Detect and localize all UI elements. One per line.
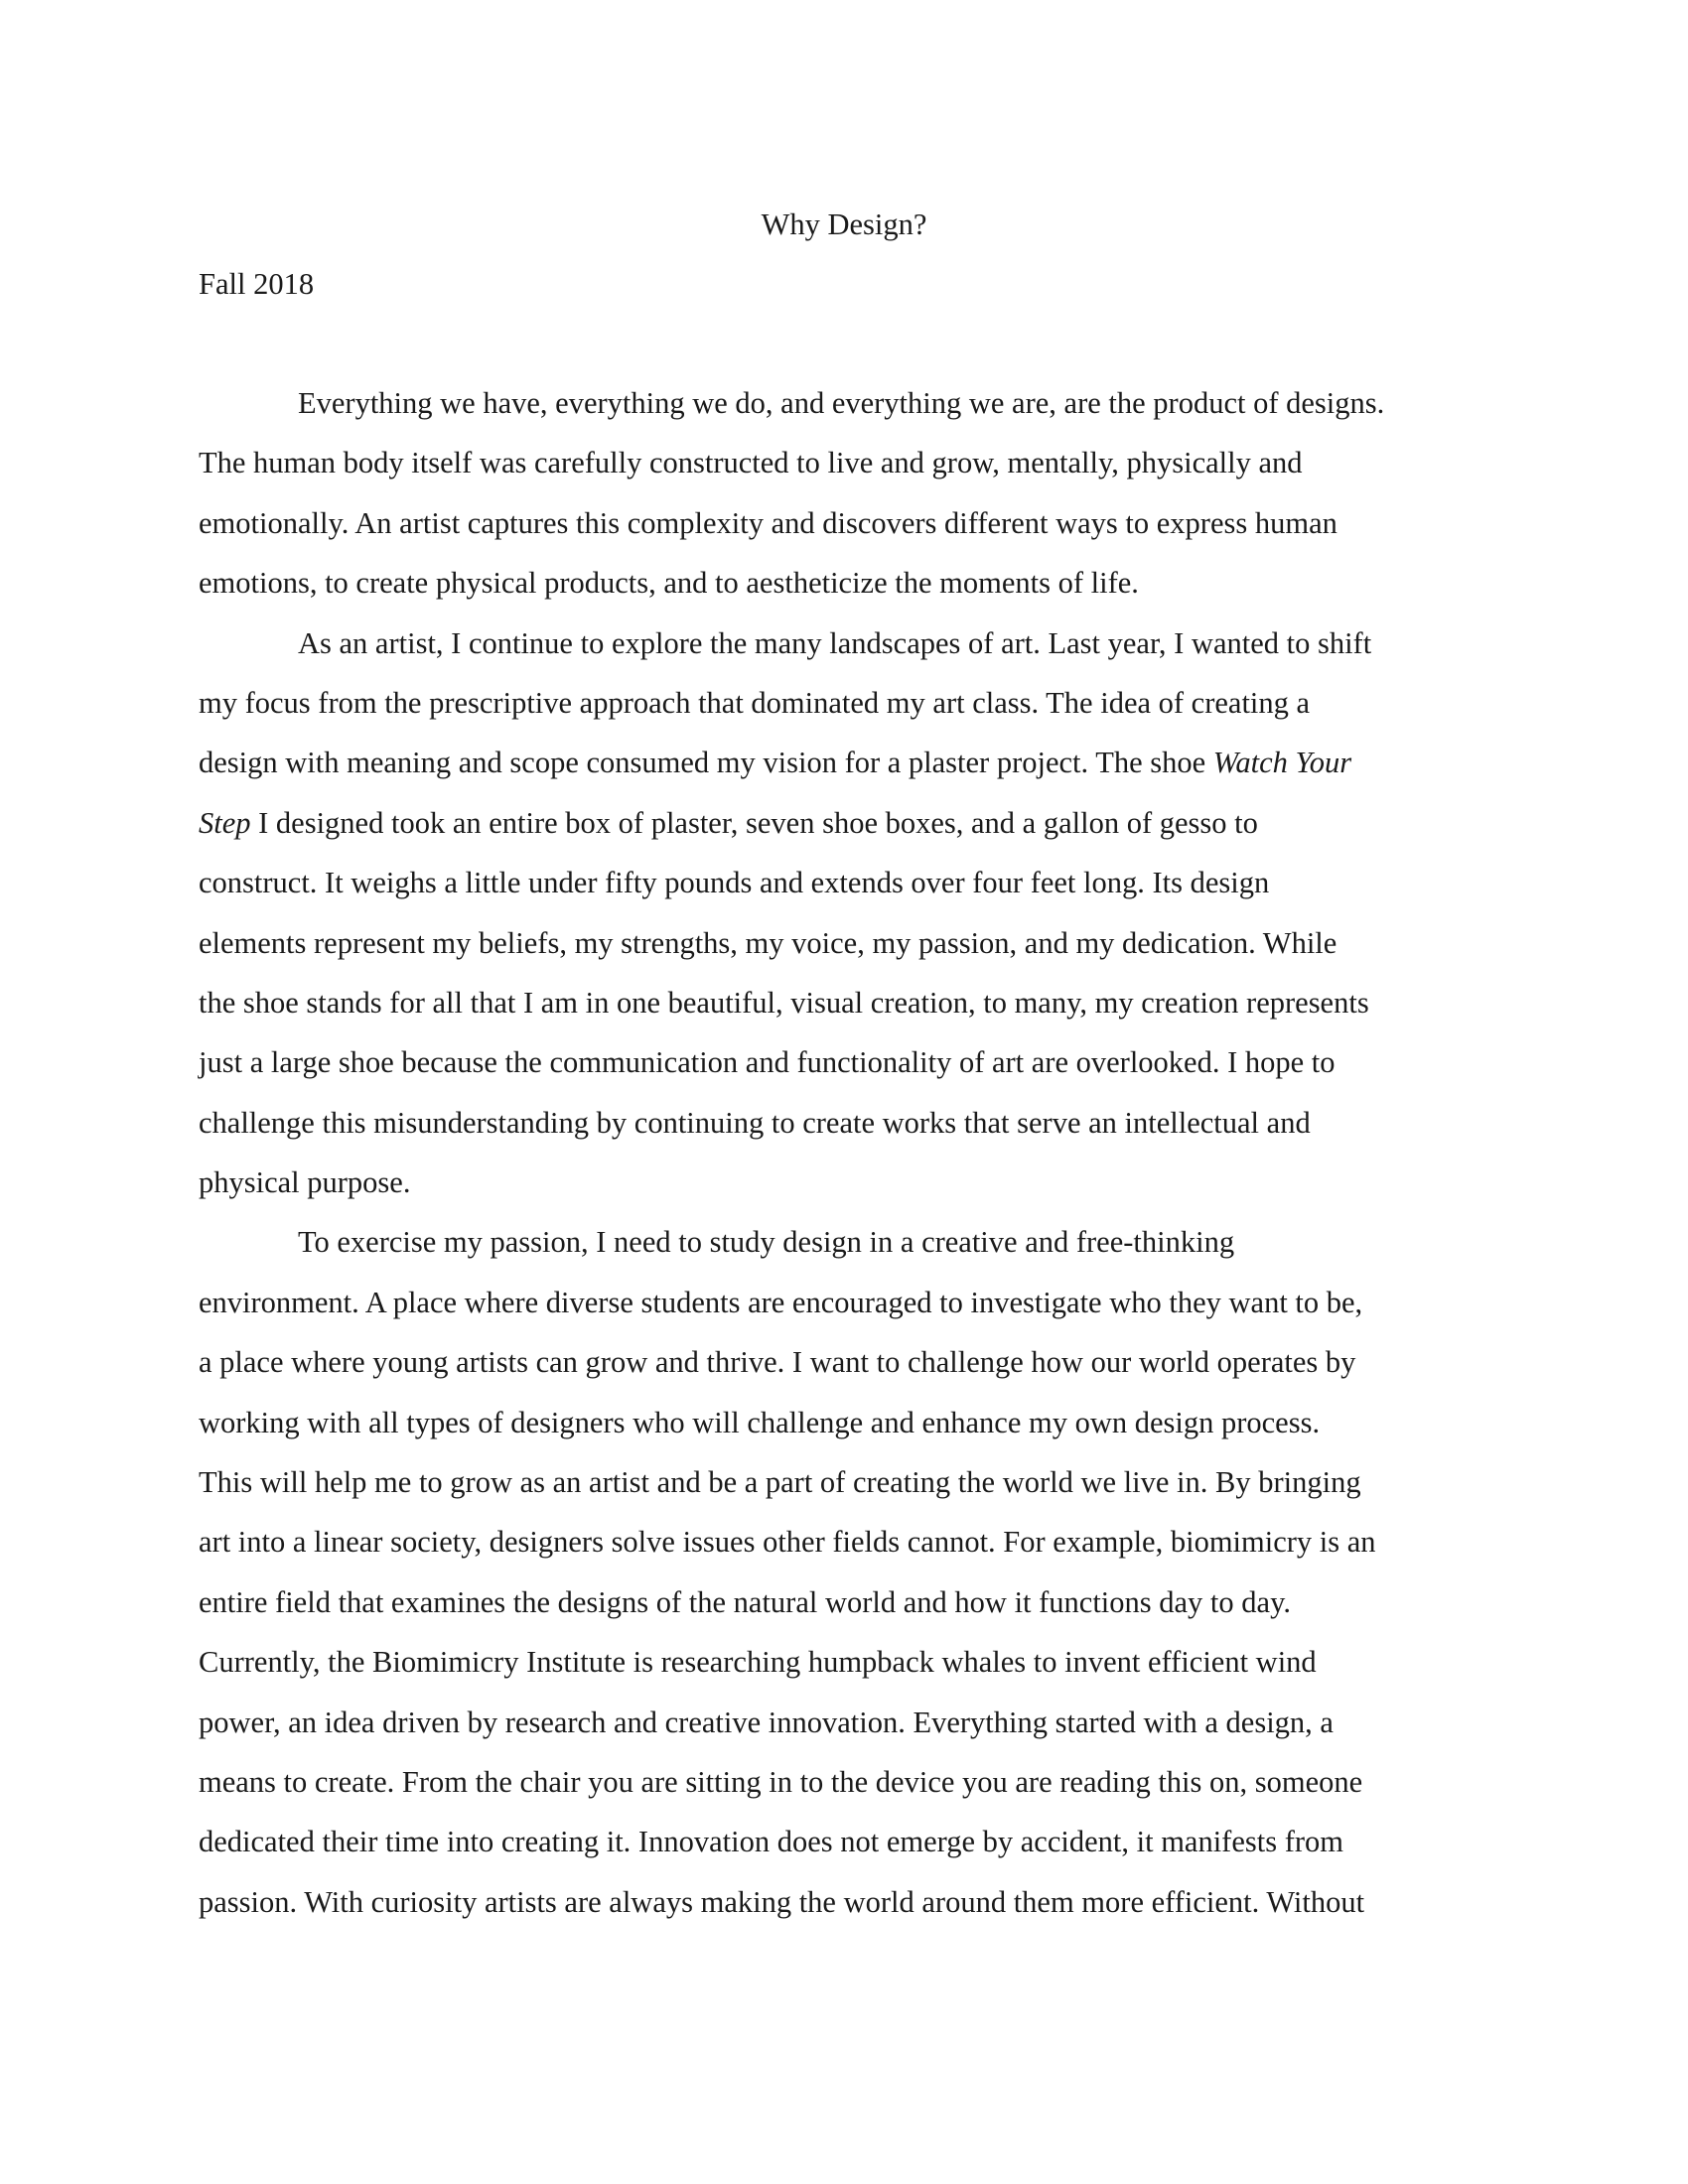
paragraph-line: Everything we have, everything we do, and everything we are, are the product of designs. (298, 386, 1385, 420)
paragraph-line: construct. It weighs a little under fifty pounds and extends over four feet long. Its design (199, 866, 1270, 900)
paragraph-line: emotionally. An artist captures this complexity and discovers different ways to express human (199, 505, 1337, 540)
paragraph-line: my focus from the prescriptive approach that dominated my art class. The idea of creating a (199, 685, 1311, 720)
paragraph-line: challenge this misunderstanding by continuing to create works that serve an intellectual and (199, 1105, 1311, 1140)
artwork-title: Step (199, 805, 251, 840)
paragraph-line: passion. With curiosity artists are always making the world around them more efficient. Without (199, 1884, 1365, 1919)
paragraph-line: Currently, the Biomimicry Institute is researching humpback whales to invent efficient wind (199, 1645, 1317, 1680)
paragraph-line: environment. A place where diverse students are encouraged to investigate who they want to be, (199, 1285, 1363, 1319)
paragraph-3 (199, 1212, 1489, 1932)
paragraph-line (199, 733, 1489, 792)
paragraph-line: dedicated their time into creating it. Innovation does not emerge by accident, it manifests from (199, 1825, 1343, 1859)
paragraph-line: the shoe stands for all that I am in one beautiful, visual creation, to many, my creation represents (199, 985, 1369, 1020)
artwork-title: Watch Your (1212, 746, 1352, 780)
paragraph-line: entire field that examines the designs of the natural world and how it functions day to day. (199, 1584, 1291, 1619)
document-title: Why Design? (761, 207, 927, 241)
paragraph-line: The human body itself was carefully constructed to live and grow, mentally, physically and (199, 446, 1303, 480)
paragraph-line (199, 793, 1489, 853)
paragraph-2 (199, 614, 1489, 1213)
document-date: Fall 2018 (199, 267, 315, 301)
blank-line (199, 314, 1489, 373)
paragraph-line: elements represent my beliefs, my strengths, my voice, my passion, and my dedication. While (199, 925, 1337, 960)
paragraph-line: just a large shoe because the communication and functionality of art are overlooked. I hope to (199, 1045, 1336, 1080)
paragraph-line: means to create. From the chair you are sitting in to the device you are reading this on, someone (199, 1764, 1363, 1799)
paragraph-line: emotions, to create physical products, and to aestheticize the moments of life. (199, 566, 1139, 601)
line-text: design with meaning and scope consumed my vision for a plaster project. The shoe (199, 746, 1213, 780)
document-page (199, 195, 1489, 1932)
paragraph-line: power, an idea driven by research and creative innovation. Everything started with a design, a (199, 1705, 1334, 1739)
paragraph-line: working with all types of designers who will challenge and enhance my own design process. (199, 1405, 1321, 1439)
line-text: I designed took an entire box of plaster, seven shoe boxes, and a gallon of gesso to (258, 805, 1258, 840)
paragraph-line: physical purpose. (199, 1165, 411, 1200)
paragraph-line: As an artist, I continue to explore the many landscapes of art. Last year, I wanted to shift (298, 625, 1372, 660)
paragraph-line: To exercise my passion, I need to study design in a creative and free-thinking (298, 1225, 1235, 1260)
paragraph-line: a place where young artists can grow and thrive. I want to challenge how our world operates by (199, 1345, 1356, 1380)
paragraph-1 (199, 373, 1489, 614)
paragraph-line: This will help me to grow as an artist and be a part of creating the world we live in. By bringing (199, 1465, 1361, 1500)
paragraph-line: art into a linear society, designers solve issues other fields cannot. For example, biomimicry is an (199, 1525, 1376, 1560)
